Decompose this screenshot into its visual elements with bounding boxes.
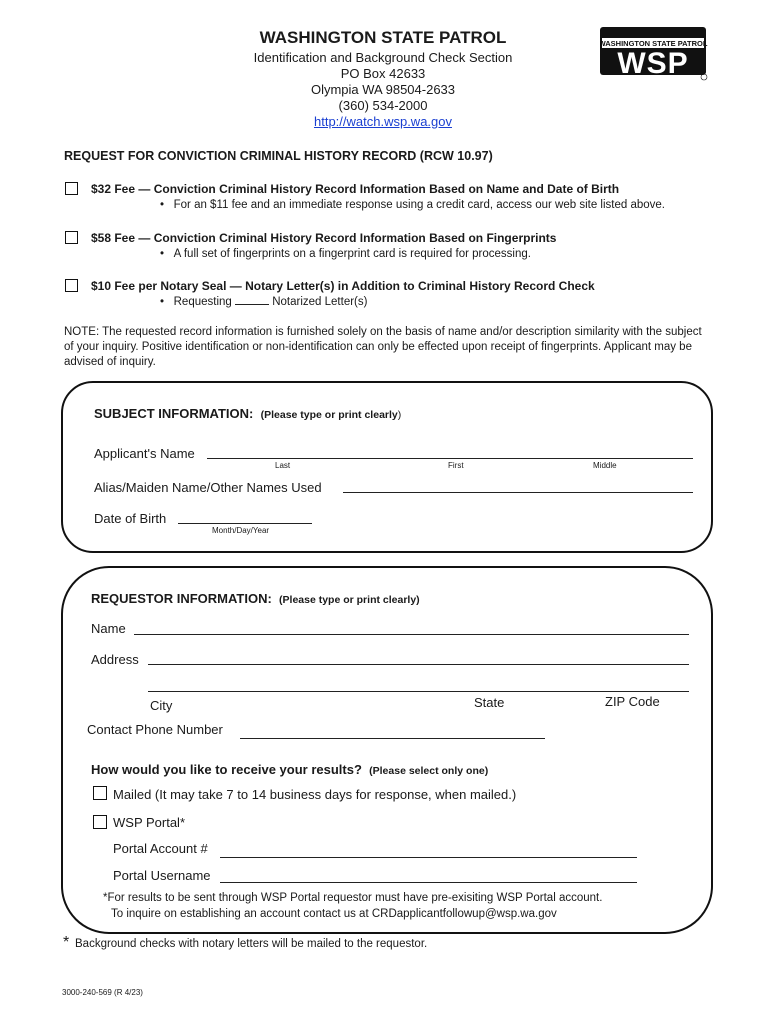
portal-account-input[interactable] — [220, 857, 637, 858]
delivery-question: How would you like to receive your results? (Please select only one) — [91, 762, 489, 777]
logo-letters: WSP — [617, 47, 689, 80]
footnote-star: * — [63, 934, 70, 951]
dob-hint: Month/Day/Year — [212, 526, 270, 535]
logo-banner-text: WASHINGTON STATE PATROL — [600, 39, 708, 48]
mailed-label: Mailed (It may take 7 to 14 business days for response, when mailed.) — [113, 787, 517, 802]
section-name: Identification and Background Check Section — [253, 50, 513, 65]
subject-heading: SUBJECT INFORMATION: (Please type or print clearly) — [94, 406, 402, 421]
requestor-heading: REQUESTOR INFORMATION: (Please type or print clearly) — [91, 591, 420, 606]
phone-number: (360) 534-2000 — [338, 98, 428, 113]
contact-phone-input[interactable] — [240, 738, 545, 739]
first-name-hint: First — [448, 461, 464, 470]
alias-label: Alias/Maiden Name/Other Names Used — [94, 480, 322, 495]
portal-note — [103, 890, 602, 922]
city-label: City — [150, 698, 173, 713]
last-name-hint: Last — [275, 461, 291, 470]
option-58-checkbox[interactable] — [65, 231, 78, 244]
city-line: Olympia WA 98504-2633 — [310, 82, 456, 97]
address-label: Address — [91, 652, 139, 667]
agency-address — [200, 50, 566, 130]
middle-name-hint: Middle — [593, 461, 617, 470]
option-32-checkbox[interactable] — [65, 182, 78, 195]
portal-username-label: Portal Username — [113, 868, 211, 883]
form-number: 3000-240-569 (R 4/23) — [62, 988, 143, 997]
wsp-portal-checkbox[interactable] — [93, 815, 107, 829]
address-line-2-input[interactable] — [148, 691, 689, 692]
address-input[interactable] — [148, 664, 689, 665]
option-58-label: $58 Fee — Conviction Criminal History Record Information Based on Fingerprints — [91, 231, 557, 245]
state-label: State — [474, 695, 505, 710]
option-notary-bullet: • Requesting Notarized Letter(s) — [160, 296, 368, 308]
option-notary-checkbox[interactable] — [65, 279, 78, 292]
option-32-bullet: • For an $11 fee and an immediate response using a credit card, access our web site listed above. — [160, 199, 665, 211]
website-link[interactable]: http://watch.wsp.wa.gov — [313, 114, 452, 129]
portal-username-input[interactable] — [220, 882, 637, 883]
alias-input[interactable] — [343, 492, 693, 493]
option-notary-label: $10 Fee per Notary Seal — Notary Letter(s) in Addition to Criminal History Record Check — [91, 279, 595, 293]
contact-phone-label: Contact Phone Number — [87, 722, 223, 737]
form-title: REQUEST FOR CONVICTION CRIMINAL HISTORY RECORD (RCW 10.97) — [64, 149, 493, 163]
agency-title: WASHINGTON STATE PATROL — [259, 28, 507, 47]
portal-note-line-2: To inquire on establishing an account contact us at CRDapplicantfollowup@wsp.wa.gov — [111, 908, 557, 920]
option-32-label: $32 Fee — Conviction Criminal History Record Information Based on Name and Date of Birth — [91, 182, 620, 196]
po-box: PO Box 42633 — [340, 66, 426, 81]
applicant-name-label: Applicant's Name — [94, 446, 195, 461]
note-text: NOTE: The requested record information is furnished solely on the basis of name and/or description similarity with the subject of your inquiry. Positive identification or non-identification can only be effected upon receipt of fingerprints. Applicant may be advised of inquiry. — [64, 326, 702, 368]
wsp-portal-label: WSP Portal* — [113, 815, 186, 830]
wsp-logo-graphic — [600, 27, 710, 83]
mailed-checkbox[interactable] — [93, 786, 107, 800]
notary-mail-note: Background checks with notary letters will be mailed to the requestor. — [75, 938, 428, 950]
notary-count-input[interactable] — [235, 304, 269, 305]
portal-account-label: Portal Account # — [113, 841, 208, 856]
requestor-name-label: Name — [91, 621, 126, 636]
wsp-logo — [600, 27, 710, 83]
zip-label: ZIP Code — [605, 694, 660, 709]
option-58-bullet: • A full set of fingerprints on a fingerprint card is required for processing. — [160, 248, 531, 260]
requestor-name-input[interactable] — [134, 634, 689, 635]
portal-note-line-1: *For results to be sent through WSP Portal requestor must have pre-exisiting WSP Portal account. — [103, 892, 603, 904]
dob-input[interactable] — [178, 523, 312, 524]
applicant-name-input[interactable] — [207, 458, 693, 459]
dob-label: Date of Birth — [94, 511, 167, 526]
